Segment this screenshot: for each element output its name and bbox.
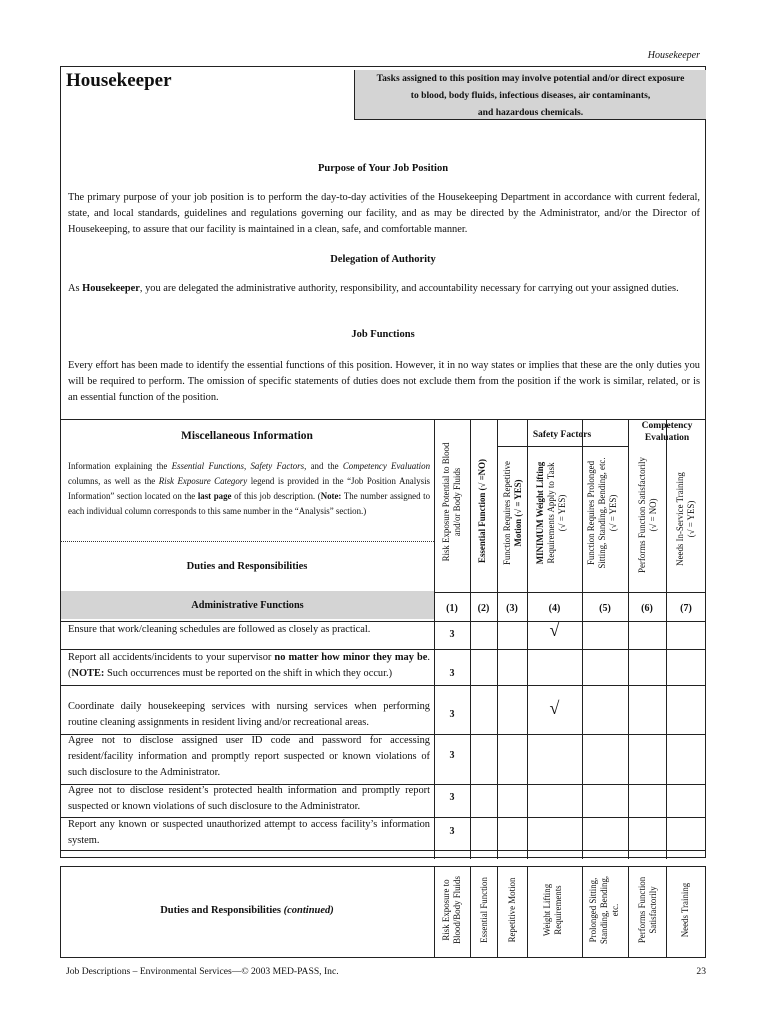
functions-text: Every effort has been made to identify the essential functions of this position. However, it in no way states or implies that these are the only duties you will be required to perform. The omission of specific statements of duties does not exclude them from the position if the work is similar, related, or is an essential function of the position. bbox=[68, 360, 700, 403]
misc-divider bbox=[60, 541, 434, 542]
notice-line-2: to blood, body fluids, infectious diseases, air contaminants, bbox=[410, 90, 651, 101]
page-title: Housekeeper bbox=[66, 70, 172, 91]
notice-line-3: and hazardous chemicals. bbox=[477, 107, 584, 118]
footer-col-1: Risk Exposure to Blood/Body Fluids bbox=[441, 876, 462, 944]
col-header-5: Function Requires Prolonged Sitting, Standing, Bending, etc. (√ = YES) bbox=[586, 457, 618, 569]
checkmark: √ bbox=[549, 620, 560, 640]
risk-value: 3 bbox=[449, 792, 455, 803]
purpose-text: The primary purpose of your job position is to perform the day-to-day activities of the Housekeeping Department in accordance with current federal, state, and local standards, guidelines and regulations governing our facility, and as may be directed by the Administrator, and/or the Director of Housekeeping, to assure that our facility is maintained in a clean, safe, and comfortable manner. bbox=[68, 192, 700, 235]
col-num-2: (2) bbox=[477, 603, 490, 614]
table-row-text: Coordinate daily housekeeping services with nursing services when performing routine cleaning assignments in resident living and/or recreational areas. bbox=[68, 701, 430, 728]
col-num-5: (5) bbox=[599, 603, 611, 614]
admin-functions-label: Administrative Functions bbox=[191, 600, 304, 611]
delegation-text: As Housekeeper, you are delegated the administrative authority, responsibility, and accountability necessary for carrying out your assigned duties. bbox=[68, 283, 679, 294]
misc-info-text: Information explaining the Essential Functions, Safety Factors, and the Competency Evaluation columns, as well as the Risk Exposure Category legend is provided in the “Job Position Analysis Information” section located on the last page of this job description. (Note: The number assigned to each individual column corresponds to this same number in the “Analysis” section.) bbox=[68, 461, 431, 516]
notice-line-1: Tasks assigned to this position may involve potential and/or direct exposure bbox=[376, 73, 685, 84]
col-num-6: (6) bbox=[641, 603, 653, 614]
risk-value: 3 bbox=[449, 750, 455, 761]
purpose-heading: Purpose of Your Job Position bbox=[317, 163, 449, 174]
misc-info-title: Miscellaneous Information bbox=[181, 430, 313, 442]
page-number: 23 bbox=[696, 966, 706, 977]
col-header-6: Performs Function Satisfactorily (√ = NO) bbox=[637, 457, 658, 573]
col-num-3: (3) bbox=[506, 603, 518, 614]
risk-value: 3 bbox=[449, 709, 455, 720]
functions-heading: Job Functions bbox=[351, 329, 415, 340]
risk-value: 3 bbox=[449, 826, 455, 837]
footer-copyright: Job Descriptions – Environmental Services—© 2003 MED-PASS, Inc. bbox=[66, 966, 339, 977]
position-name: Housekeeper bbox=[82, 283, 140, 294]
table-row-text: Agree not to disclose resident’s protected health information and promptly report suspected or known violations of such disclosure to the Administrator. bbox=[68, 785, 430, 812]
table-row-text: Ensure that work/cleaning schedules are followed as closely as practical. bbox=[68, 624, 371, 635]
delegation-heading: Delegation of Authority bbox=[330, 254, 436, 265]
footer-col-3: Repetitive Motion bbox=[507, 877, 517, 943]
risk-value: 3 bbox=[449, 629, 455, 640]
footer-col-7: Needs Training bbox=[680, 882, 690, 938]
col-header-7: Needs In-Service Training (√ = YES) bbox=[675, 472, 696, 566]
col-num-4: (4) bbox=[548, 603, 561, 614]
col-header-2: Essential Function (√ =NO) bbox=[477, 459, 487, 563]
col-header-1: Risk Exposure Potential to Blood and/or Body Fluids bbox=[441, 442, 462, 562]
footer-col-2: Essential Function bbox=[479, 877, 489, 943]
col-num-7: (7) bbox=[680, 603, 692, 614]
safety-factors-heading: Safety Factors bbox=[532, 430, 592, 440]
running-head: Housekeeper bbox=[647, 50, 700, 61]
footer-col-6: Performs Function Satisfactorily bbox=[637, 876, 658, 944]
exposure-notice bbox=[354, 70, 706, 120]
duties-label: Duties and Responsibilities bbox=[186, 561, 308, 572]
col-num-1: (1) bbox=[446, 603, 458, 614]
col-header-3: Function Requires Repetitive Motion (√ = YES) bbox=[502, 460, 523, 566]
competency-heading: Competency Evaluation bbox=[641, 421, 693, 443]
footer-col-5: Prolonged Sitting, Standing, Bending, etc. bbox=[588, 875, 620, 945]
col-header-4: MINIMUM Weight Lifting Requirements Apply to Task (√ = YES) bbox=[535, 461, 567, 565]
continued-duties-label: Duties and Responsibilities (continued) bbox=[160, 905, 334, 916]
table-row-text: Report all accidents/incidents to your supervisor no matter how minor they may be. (NOTE: Such occurrences must be reported on the shift in which they occur.) bbox=[68, 652, 430, 679]
footer-col-4: Weight Lifting Requirements bbox=[542, 883, 563, 937]
table-row-text: Agree not to disclose assigned user ID code and password for accessing resident/facility information and promptly report suspected or known violations of such disclosure to the Administrator. bbox=[68, 735, 430, 778]
risk-value: 3 bbox=[449, 668, 455, 679]
checkmark: √ bbox=[549, 698, 560, 718]
table-row-text: Report any known or suspected unauthorized attempt to access facility’s information system. bbox=[68, 819, 430, 846]
